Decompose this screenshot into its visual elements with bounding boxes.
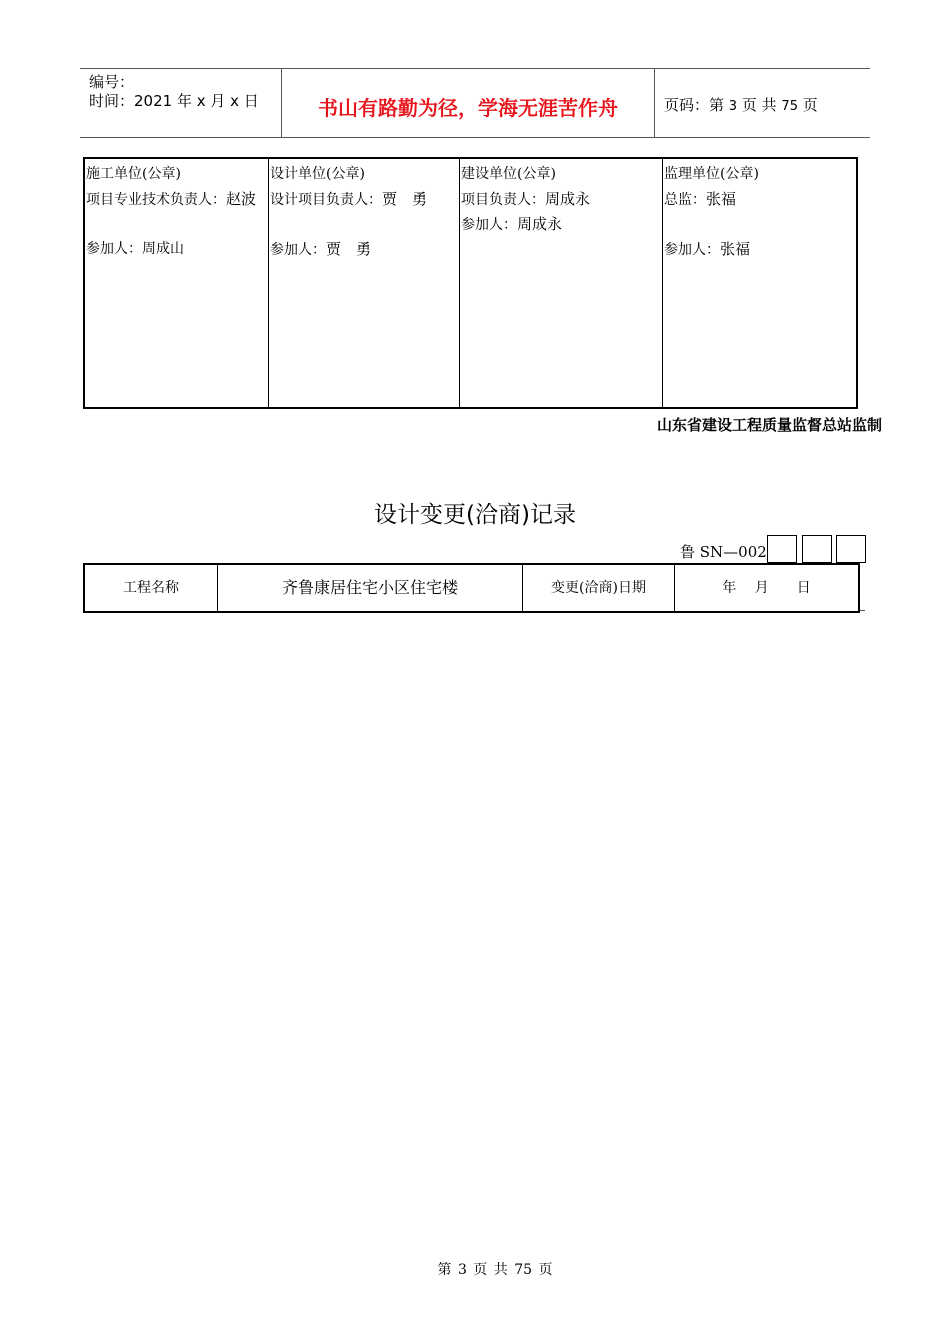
motto-text: 书山有路勤为径，学海无涯苦作舟 xyxy=(318,96,618,120)
owner-participants-label: 参加人： xyxy=(461,217,517,233)
code-box-2[interactable] xyxy=(802,535,832,563)
page-number: 3 xyxy=(728,99,738,114)
supervision-lead xyxy=(664,188,736,209)
page-indicator xyxy=(664,94,818,115)
owner-lead-name: 周成永 xyxy=(545,190,591,208)
supervision-lead-label: 总监： xyxy=(664,192,706,208)
document-date: 时间：2021 年 x 月 x 日 xyxy=(89,92,259,110)
supervision-participants xyxy=(664,238,750,259)
page-header xyxy=(80,68,870,138)
page-total: 75 xyxy=(781,99,798,114)
construction-lead xyxy=(86,188,256,209)
supervision-participants-label: 参加人： xyxy=(664,242,720,258)
supervision-lead-name: 张福 xyxy=(706,190,737,208)
design-lead xyxy=(270,188,427,209)
design-participants-label: 参加人： xyxy=(270,242,326,258)
owner-participants xyxy=(461,213,562,234)
design-unit-cell xyxy=(269,159,460,407)
construction-participants-name: 周成山 xyxy=(142,241,184,257)
project-name-value: 齐鲁康居住宅小区住宅楼 xyxy=(218,565,523,611)
page-suffix: 页 xyxy=(802,96,818,114)
supervision-unit-cell xyxy=(663,159,856,407)
construction-lead-name: 赵波 xyxy=(226,190,257,208)
construction-participants xyxy=(86,238,184,258)
change-date-value: 年 月 日 xyxy=(722,580,811,596)
design-lead-label: 设计项目负责人： xyxy=(270,192,382,208)
construction-unit-label: 施工单位(公章) xyxy=(86,166,181,182)
project-name-label: 工程名称 xyxy=(85,565,218,611)
owner-unit-cell xyxy=(460,159,663,407)
header-motto-cell xyxy=(282,69,655,137)
design-unit-label: 设计单位(公章) xyxy=(270,166,365,182)
supervision-unit-label: 监理单位(公章) xyxy=(664,166,759,182)
construction-unit-cell xyxy=(85,159,269,407)
form-code: 鲁 SN—002 xyxy=(680,543,767,561)
construction-lead-label: 项目专业技术负责人： xyxy=(86,192,226,208)
document-number-label: 编号： xyxy=(89,73,135,91)
code-box-3[interactable] xyxy=(836,535,866,563)
code-box-1[interactable] xyxy=(767,535,797,563)
document-title: 设计变更(洽商)记录 xyxy=(374,502,576,528)
header-meta-cell xyxy=(80,69,282,137)
construction-participants-label: 参加人： xyxy=(86,241,142,257)
design-lead-name: 贾 勇 xyxy=(382,190,428,208)
project-info-row xyxy=(83,563,860,613)
design-participants-name: 贾 勇 xyxy=(326,240,372,258)
page-prefix: 页码：第 xyxy=(664,96,725,114)
supervised-by-note: 山东省建设工程质量监督总站监制 xyxy=(656,416,882,434)
design-participants xyxy=(270,238,371,259)
supervision-participants-name: 张福 xyxy=(720,240,751,258)
signature-table xyxy=(83,157,858,409)
row-edge-mark xyxy=(860,610,865,611)
page-footer: 第 3 页 共 75 页 xyxy=(437,1262,553,1278)
page-mid: 页 共 xyxy=(741,96,777,114)
owner-lead xyxy=(461,188,590,209)
owner-lead-label: 项目负责人： xyxy=(461,192,545,208)
change-date-label: 变更(洽商)日期 xyxy=(523,565,675,611)
owner-unit-label: 建设单位(公章) xyxy=(461,166,556,182)
header-page-cell xyxy=(655,69,870,137)
owner-participants-name: 周成永 xyxy=(517,215,563,233)
